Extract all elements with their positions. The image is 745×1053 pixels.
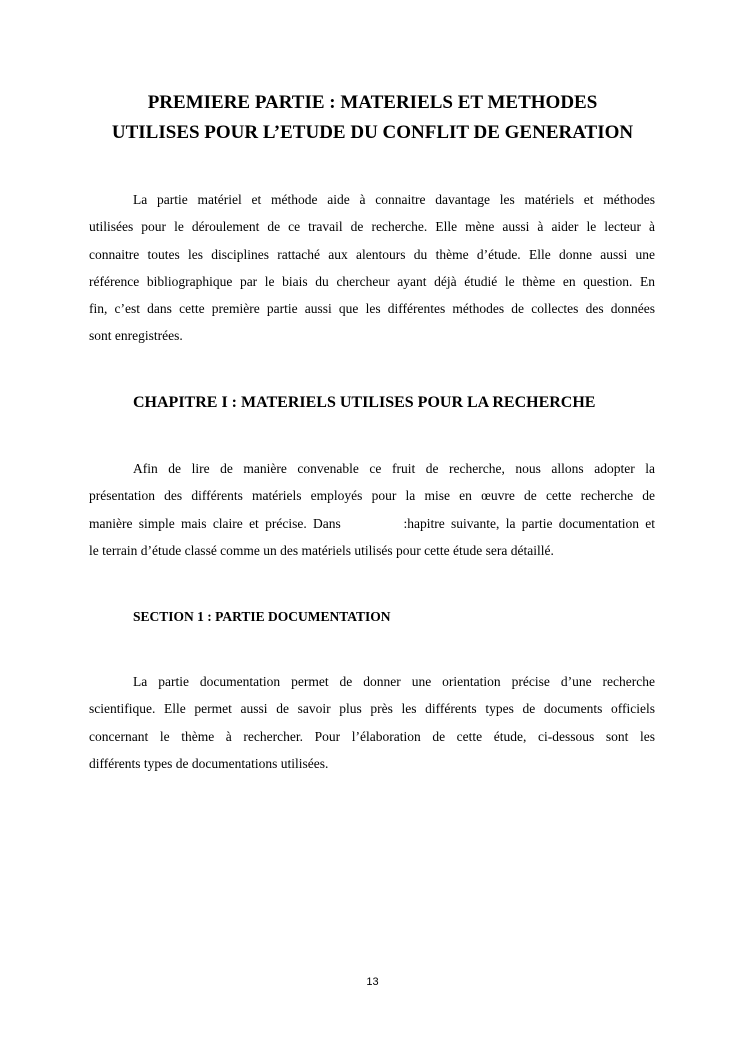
section-heading: SECTION 1 : PARTIE DOCUMENTATION: [133, 609, 391, 624]
paragraph-line: référence bibliographique par le biais du chercheur ayant déjà étudié le thème en question. En: [89, 273, 655, 289]
paragraph-line: Afin de lire de manière convenable ce fruit de recherche, nous allons adopter la: [133, 461, 655, 476]
chapter-paragraph: [89, 455, 655, 564]
part-title-line-2: UTILISES POUR L’ETUDE DU CONFLIT DE GENERATION: [111, 122, 634, 143]
intro-paragraph: [89, 186, 655, 350]
paragraph-line: La partie documentation permet de donner une orientation précise d’une recherche: [133, 674, 655, 689]
page-number: 13: [366, 976, 379, 988]
paragraph-line: concernant le thème à rechercher. Pour l’élaboration de cette étude, ci-dessous sont les: [89, 728, 655, 744]
paragraph-line: utilisées pour le déroulement de ce travail de recherche. Elle mène aussi à aider le lecteur à: [89, 219, 655, 235]
paragraph-line: La partie matériel et méthode aide à connaitre davantage les matériels et méthodes: [133, 192, 655, 207]
paragraph-line: présentation des différents matériels employés pour la mise en œuvre de cette recherche de: [89, 488, 655, 504]
section-paragraph: [89, 668, 655, 777]
paragraph-line: connaitre toutes les disciplines rattaché aux alentours du thème d’étude. Elle donne aussi une: [89, 246, 655, 262]
chapter-heading: CHAPITRE I : MATERIELS UTILISES POUR LA RECHERCHE: [133, 394, 596, 411]
paragraph-line: fin, c’est dans cette première partie aussi que les différentes méthodes de collectes des données: [89, 301, 655, 317]
part-title: [80, 88, 665, 148]
paragraph-line: sont enregistrées.: [89, 328, 183, 344]
paragraph-line: le terrain d’étude classé comme un des matériels utilisés pour cette étude sera détaillé.: [89, 542, 554, 558]
paragraph-line: scientifique. Elle permet aussi de savoir plus près les différents types de documents officiels: [89, 701, 655, 717]
part-title-line-1: PREMIERE PARTIE : MATERIELS ET METHODES: [147, 92, 598, 113]
paragraph-line: manière simple mais claire et précise. Dans :hapitre suivante, la partie documentation et: [89, 515, 655, 531]
paragraph-line: différents types de documentations utilisées.: [89, 755, 329, 771]
